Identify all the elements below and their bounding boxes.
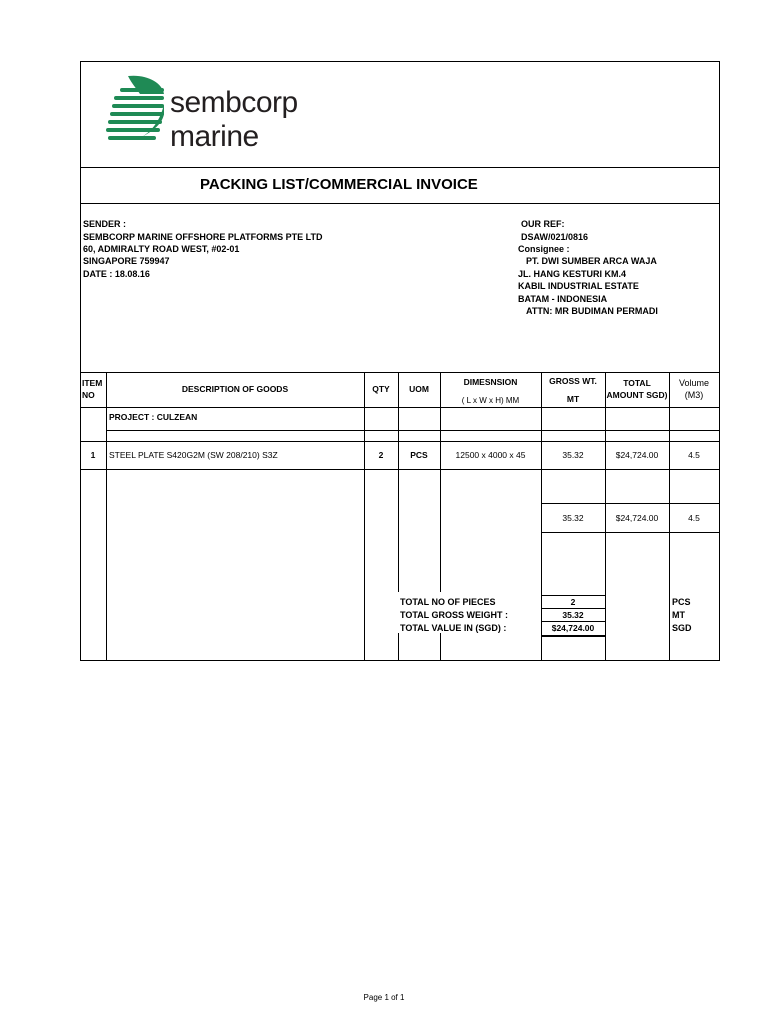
consignee-attn: ATTN: MR BUDIMAN PERMADI [526,306,658,316]
total-weight-label: TOTAL GROSS WEIGHT : [400,610,508,620]
row-item-no: 1 [90,450,96,460]
title-bottom-rule [80,203,720,204]
logo-text-line2: marine [170,120,259,153]
row-amount: $24,724.00 [615,450,659,460]
consignee-label: Consignee : [518,244,570,254]
subtotal-top-rule [541,503,720,504]
header-volume: Volume (M3) [678,378,710,400]
header-uom: UOM [409,384,429,394]
header-total-amount: TOTAL AMOUNT SGD) [606,378,668,400]
sender-address2: SINGAPORE 759947 [83,256,170,266]
sender-name: SEMBCORP MARINE OFFSHORE PLATFORMS PTE LTD [83,232,323,242]
row-volume: 4.5 [688,450,700,460]
col-divider-4b [440,633,441,660]
totals-box-rule-2 [541,621,605,622]
col-divider-3 [398,372,399,592]
row-qty: 2 [378,450,384,460]
consignee-name: PT. DWI SUMBER ARCA WAJA [526,256,657,266]
item-row-rule [80,469,720,470]
col-divider-2 [364,372,365,660]
header-description: DESCRIPTION OF GOODS [181,384,289,394]
header-dimension: DIMESNSION ( L x W x H) MM [461,377,520,405]
total-value-value: $24,724.00 [551,623,595,633]
total-value-label: TOTAL VALUE IN (SGD) : [400,623,507,633]
total-weight-value: 35.32 [562,610,584,620]
logo-mark-icon [100,74,170,154]
total-weight-unit: MT [672,610,685,620]
project-row-rule [106,430,720,431]
row-gross-wt: 35.32 [562,450,584,460]
logo-text-line1: sembcorp [170,86,298,119]
ref-label: OUR REF: [521,219,565,229]
row-description: STEEL PLATE S420G2M (SW 208/210) S3Z [109,450,278,460]
header-gross-wt: GROSS WT. MT [549,376,597,404]
consignee-address1: JL. HANG KESTURI KM.4 [518,269,627,279]
total-value-unit: SGD [672,623,692,633]
title-top-rule [80,167,720,168]
table-top-rule [80,372,720,373]
header-qty: QTY [372,384,390,394]
spacer-row-rule [80,441,720,442]
page-title: PACKING LIST/COMMERCIAL INVOICE [200,176,478,193]
col-divider-3b [398,633,399,660]
sender-date: DATE : 18.08.16 [83,269,150,279]
company-logo [92,70,298,160]
subtotal-volume: 4.5 [688,513,700,523]
total-pieces-label: TOTAL NO OF PIECES [400,597,496,607]
totals-box-rule-1 [541,608,605,609]
header-item-no: ITEM NO [82,378,103,400]
total-pieces-unit: PCS [672,597,691,607]
subtotal-bottom-rule [541,532,720,533]
page-footer: Page 1 of 1 [363,993,405,1002]
subtotal-amount: $24,724.00 [615,513,659,523]
sender-address1: 60, ADMIRALTY ROAD WEST, #02-01 [83,244,240,254]
row-uom: PCS [410,450,428,460]
ref-value: DSAW/021/0816 [521,232,589,242]
header-bottom-rule [80,407,720,408]
sender-label: SENDER : [83,219,127,229]
project-label: PROJECT : CULZEAN [109,412,198,422]
consignee-address3: BATAM - INDONESIA [518,294,608,304]
consignee-address2: KABIL INDUSTRIAL ESTATE [518,281,639,291]
subtotal-gross-wt: 35.32 [562,513,584,523]
total-pieces-value: 2 [570,597,576,607]
col-divider-1 [106,372,107,660]
row-dimension: 12500 x 4000 x 45 [455,450,526,460]
